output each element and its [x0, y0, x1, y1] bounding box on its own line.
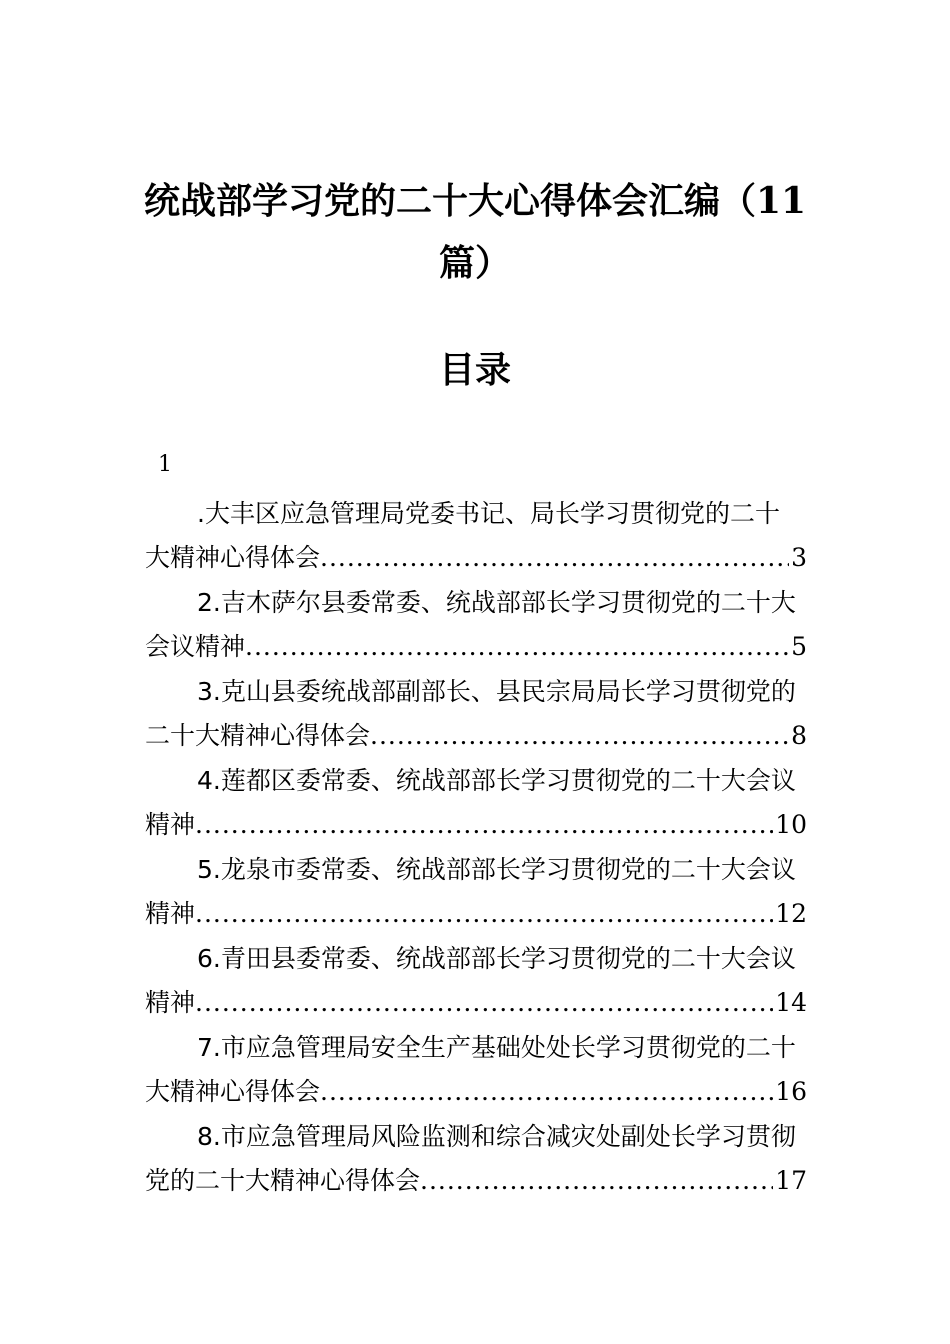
toc-page-number: 14 [775, 988, 807, 1017]
toc-page-number: 12 [775, 899, 807, 928]
toc-page-number: 10 [775, 810, 807, 839]
toc-entry[interactable] [145, 491, 807, 580]
toc-entry[interactable] [145, 580, 807, 669]
toc-dot-leader [370, 714, 789, 758]
toc-dot-leader [195, 803, 773, 847]
toc-page-number: 17 [775, 1166, 807, 1195]
toc-entry-title-continued: 二十大精神心得体会 [145, 721, 371, 750]
toc-entry[interactable] [145, 758, 807, 847]
toc-first-number: 1 [158, 452, 172, 477]
toc-entry-title: 2.吉木萨尔县委常委、统战部部长学习贯彻党的二十大 [197, 588, 796, 617]
toc-entry-title-continued: 会议精神 [145, 632, 246, 661]
toc-heading: 目录 [438, 349, 511, 391]
toc-entry-title: .大丰区应急管理局党委书记、局长学习贯彻党的二十 [197, 499, 780, 528]
toc-page-number: 16 [775, 1077, 807, 1106]
toc-entry-title: 4.莲都区委常委、统战部部长学习贯彻党的二十大会议 [197, 766, 796, 795]
toc-entry-title-continued: 精神 [145, 810, 196, 839]
toc-page-number: 3 [791, 543, 807, 572]
toc-dot-leader [320, 1070, 773, 1114]
toc-entry[interactable] [145, 1114, 807, 1203]
document-title: 统战部学习党的二十大心得体会汇编（11篇） [143, 180, 807, 284]
toc-dot-leader [245, 625, 789, 669]
toc-entry-title: 3.克山县委统战部副部长、县民宗局局长学习贯彻党的 [197, 677, 796, 706]
toc-entry-title-continued: 大精神心得体会 [145, 543, 321, 572]
toc-entry-title: 6.青田县委常委、统战部部长学习贯彻党的二十大会议 [197, 944, 796, 973]
toc-dot-leader [320, 536, 789, 580]
toc-entry-title-continued: 精神 [145, 988, 196, 1017]
table-of-contents [145, 491, 807, 1203]
toc-entry[interactable] [145, 1025, 807, 1114]
toc-entry-title: 7.市应急管理局安全生产基础处处长学习贯彻党的二十 [197, 1033, 796, 1062]
toc-entry[interactable] [145, 847, 807, 936]
toc-entry-title-continued: 精神 [145, 899, 196, 928]
toc-page-number: 8 [791, 721, 807, 750]
toc-entry-title: 8.市应急管理局风险监测和综合减灾处副处长学习贯彻 [197, 1122, 796, 1151]
toc-dot-leader [195, 892, 773, 936]
toc-page-number: 5 [791, 632, 807, 661]
toc-entry[interactable] [145, 936, 807, 1025]
toc-dot-leader [420, 1159, 773, 1203]
toc-entry-title-continued: 党的二十大精神心得体会 [145, 1166, 421, 1195]
toc-entry[interactable] [145, 669, 807, 758]
toc-dot-leader [195, 981, 773, 1025]
toc-entry-title-continued: 大精神心得体会 [145, 1077, 321, 1106]
toc-entry-title: 5.龙泉市委常委、统战部部长学习贯彻党的二十大会议 [197, 855, 796, 884]
